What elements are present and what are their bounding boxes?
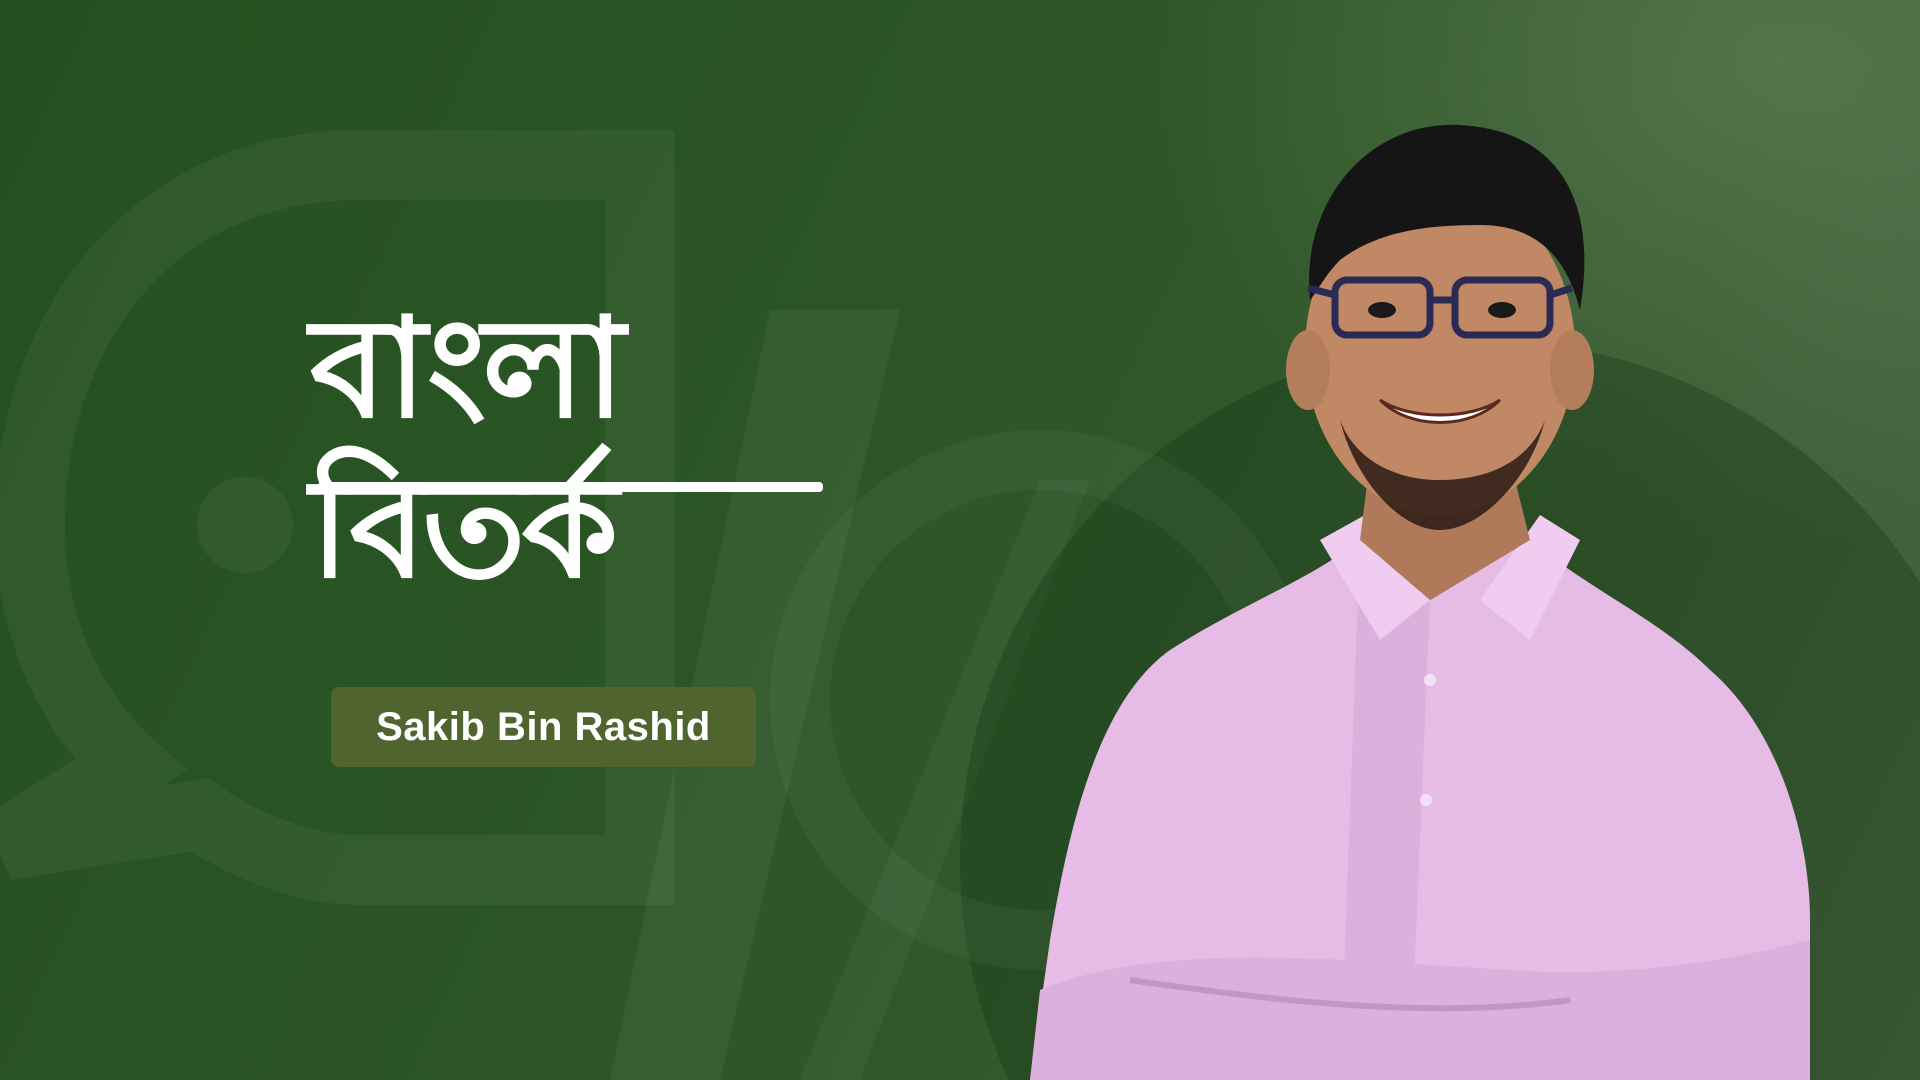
bubble-dot [197,477,293,573]
host-name-badge [331,687,756,767]
host-photo [1010,120,1830,1080]
logo-line-bitorko: বিতর্ক [310,448,615,609]
show-logo [310,288,830,640]
logo-line-bangla: বাংলা [310,288,622,449]
host-name: Sakib Bin Rashid [376,704,711,749]
